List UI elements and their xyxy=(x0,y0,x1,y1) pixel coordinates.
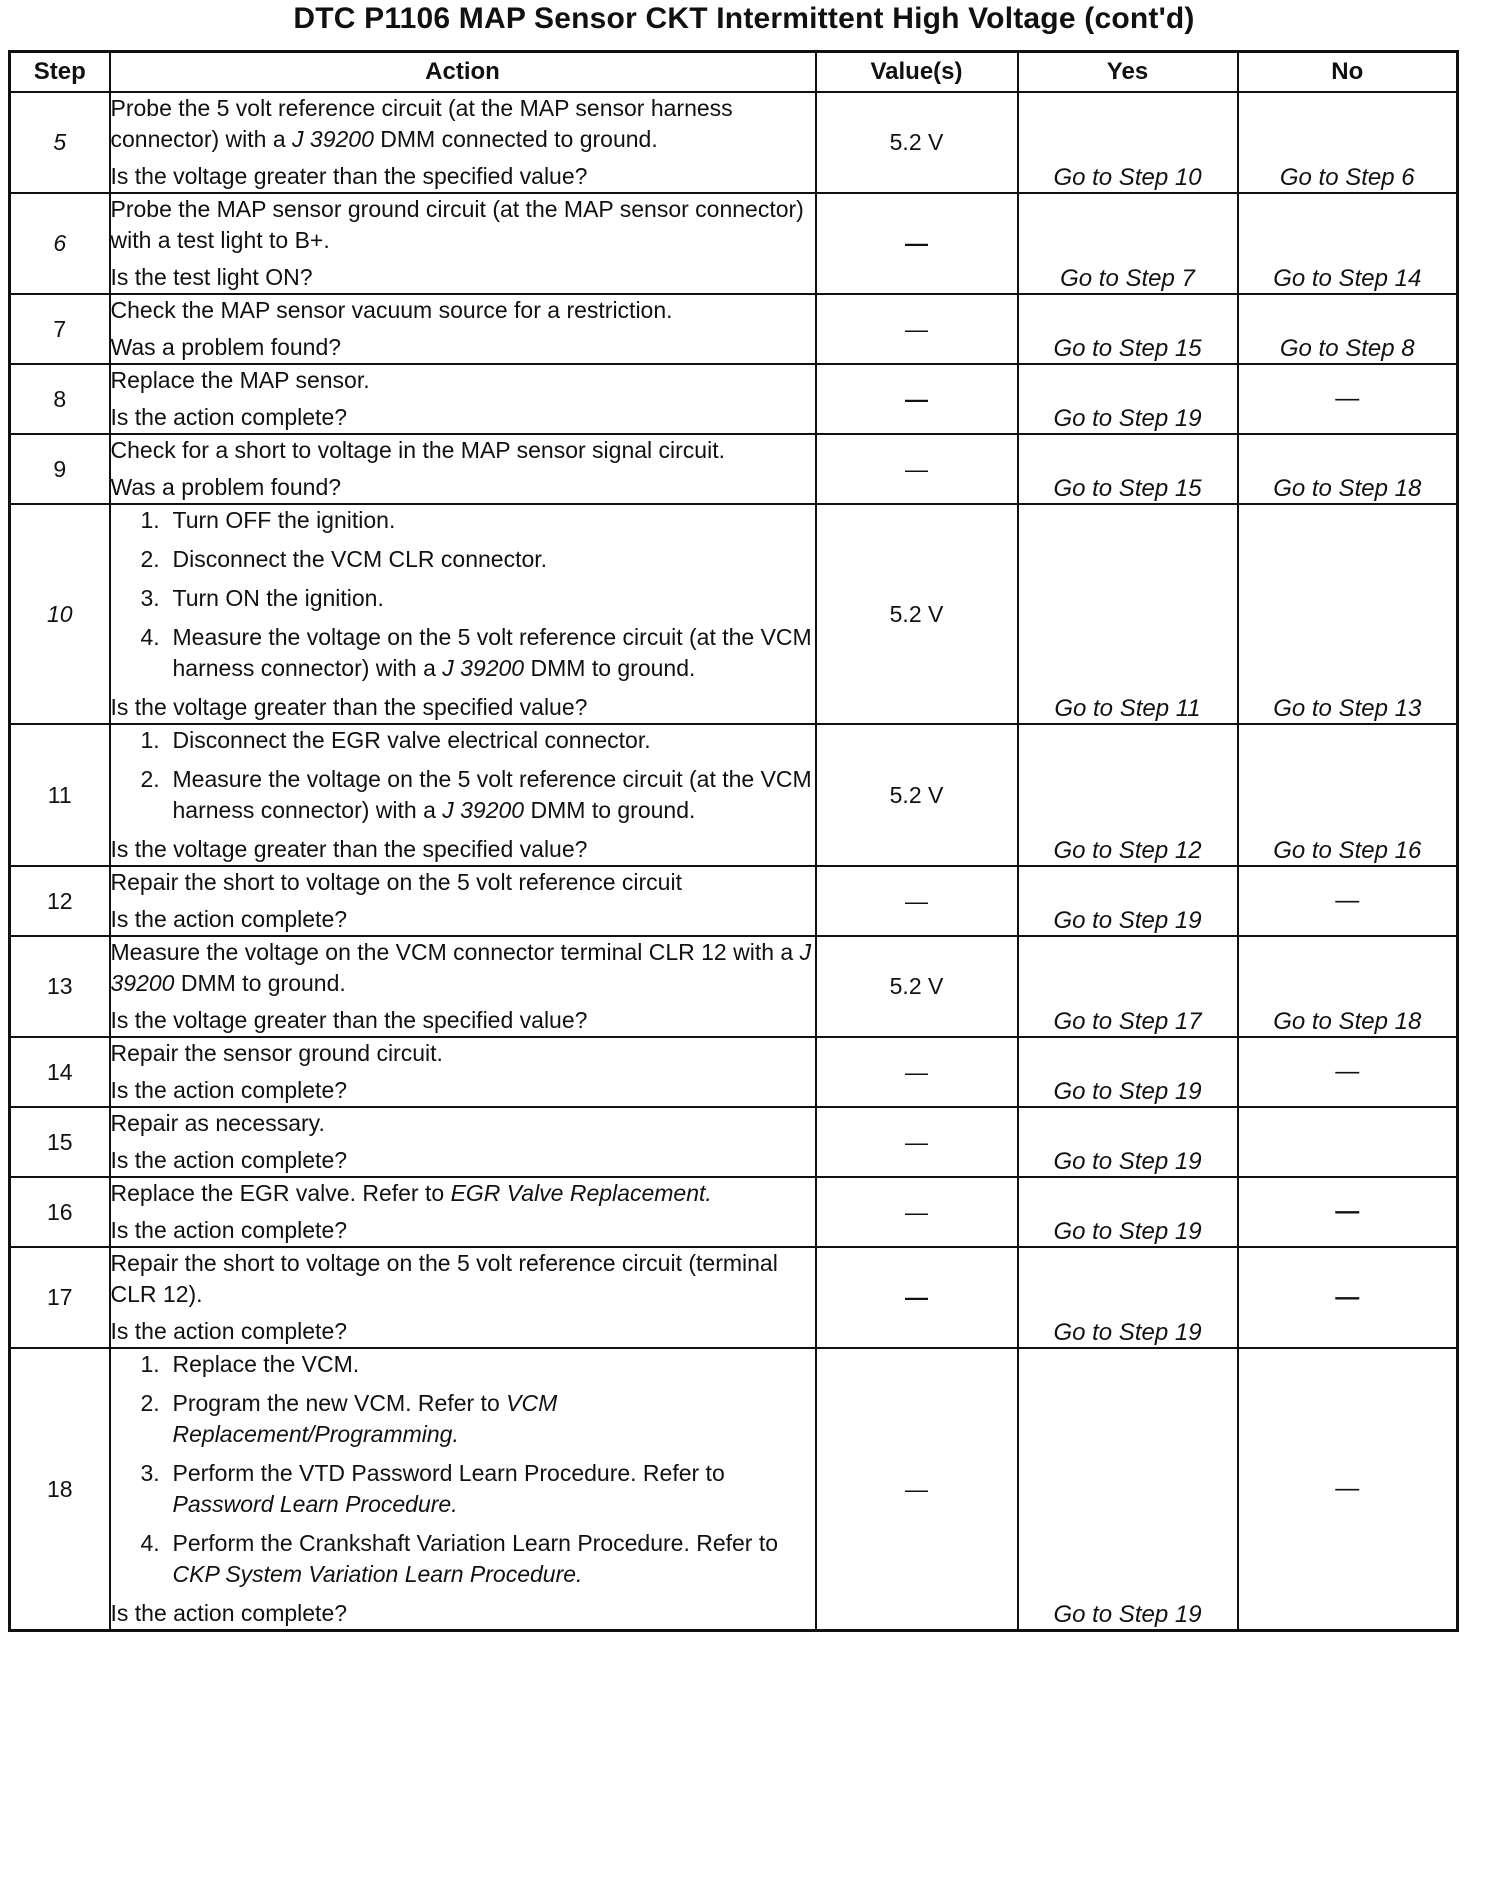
question-text: Is the test light ON? xyxy=(110,264,313,290)
question-text: Is the action complete? xyxy=(110,1318,348,1344)
question-text: Is the voltage greater than the specified value? xyxy=(110,163,588,189)
substep-number: 1. xyxy=(140,1351,160,1377)
header-no: No xyxy=(1238,52,1458,93)
yes-cell: Go to Step 19 xyxy=(1018,866,1238,936)
substep xyxy=(111,764,815,826)
substep-number: 1. xyxy=(140,507,160,533)
value-cell: — xyxy=(816,1247,1018,1348)
table-row xyxy=(10,364,1458,434)
substep xyxy=(111,622,815,684)
yes-cell: Go to Step 17 xyxy=(1018,936,1238,1037)
value-cell: 5.2 V xyxy=(816,936,1018,1037)
yes-cell: Go to Step 15 xyxy=(1018,434,1238,504)
action-cell xyxy=(110,724,816,866)
substep xyxy=(111,583,815,614)
yes-cell: Go to Step 19 xyxy=(1018,1348,1238,1631)
value-cell: — xyxy=(816,364,1018,434)
action-cell xyxy=(110,1348,816,1631)
yes-cell: Go to Step 10 xyxy=(1018,92,1238,193)
substep xyxy=(111,1528,815,1590)
header-values: Value(s) xyxy=(816,52,1018,93)
yes-cell: Go to Step 7 xyxy=(1018,193,1238,294)
substep-number: 2. xyxy=(140,766,160,792)
value-cell: — xyxy=(816,294,1018,364)
value-cell: — xyxy=(816,1107,1018,1177)
action-text: Probe the MAP sensor ground circuit (at the MAP sensor connector) with a test light to B+. xyxy=(110,196,804,253)
action-cell xyxy=(110,936,816,1037)
action-text: Check the MAP sensor vacuum source for a restriction. xyxy=(110,297,673,323)
table-row xyxy=(10,1177,1458,1247)
table-row xyxy=(10,1348,1458,1631)
value-cell: — xyxy=(816,1177,1018,1247)
action-cell xyxy=(110,504,816,724)
substep-number: 2. xyxy=(140,1390,160,1416)
value-cell: 5.2 V xyxy=(816,724,1018,866)
action-text: Check for a short to voltage in the MAP sensor signal circuit. xyxy=(110,437,725,463)
action-cell xyxy=(110,1037,816,1107)
action-text: Replace the EGR valve. Refer to xyxy=(110,1180,451,1206)
table-row xyxy=(10,1247,1458,1348)
step-number: 11 xyxy=(10,724,110,866)
substep-number: 2. xyxy=(140,546,160,572)
substep-text: Disconnect the VCM CLR connector. xyxy=(172,546,548,572)
no-cell: — xyxy=(1238,1348,1458,1631)
substep-number: 3. xyxy=(140,585,160,611)
substep xyxy=(111,1349,815,1380)
value-cell: — xyxy=(816,866,1018,936)
header-yes: Yes xyxy=(1018,52,1238,93)
value-cell: — xyxy=(816,193,1018,294)
step-number: 18 xyxy=(10,1348,110,1631)
step-number: 14 xyxy=(10,1037,110,1107)
table-row xyxy=(10,1107,1458,1177)
step-number: 12 xyxy=(10,866,110,936)
action-text: Repair the short to voltage on the 5 volt reference circuit (terminal CLR 12). xyxy=(110,1250,778,1307)
yes-cell: Go to Step 19 xyxy=(1018,1107,1238,1177)
reference-link: Password Learn Procedure. xyxy=(172,1491,458,1517)
question-text: Is the action complete? xyxy=(110,906,348,932)
no-cell: — xyxy=(1238,1177,1458,1247)
step-number: 16 xyxy=(10,1177,110,1247)
step-number: 9 xyxy=(10,434,110,504)
yes-cell: Go to Step 19 xyxy=(1018,364,1238,434)
yes-cell: Go to Step 15 xyxy=(1018,294,1238,364)
substep xyxy=(111,1458,815,1520)
reference-link: EGR Valve Replacement. xyxy=(450,1180,712,1206)
question-text: Was a problem found? xyxy=(110,474,342,500)
diagnostic-table xyxy=(8,50,1459,1632)
step-number: 7 xyxy=(10,294,110,364)
question-text: Is the action complete? xyxy=(110,1147,348,1173)
step-number: 5 xyxy=(10,92,110,193)
substep xyxy=(111,544,815,575)
no-cell: — xyxy=(1238,866,1458,936)
question-text: Is the action complete? xyxy=(110,1600,348,1626)
tool-name: J 39200 xyxy=(442,655,525,681)
question-text: Is the action complete? xyxy=(110,1077,348,1103)
action-cell xyxy=(110,92,816,193)
table-row xyxy=(10,504,1458,724)
substep-text: Disconnect the EGR valve electrical connector. xyxy=(172,727,651,753)
header-row xyxy=(10,52,1458,93)
value-cell: — xyxy=(816,434,1018,504)
substep-text: Program the new VCM. Refer to xyxy=(172,1390,507,1416)
no-cell: — xyxy=(1238,1247,1458,1348)
substep-text: Turn OFF the ignition. xyxy=(172,507,396,533)
action-text: Repair the short to voltage on the 5 volt reference circuit xyxy=(110,869,682,895)
tool-name: J 39200 xyxy=(292,126,374,152)
table-row xyxy=(10,724,1458,866)
substep-list xyxy=(111,725,815,826)
reference-link: VCM Replacement/Programming. xyxy=(172,1390,558,1447)
step-number: 6 xyxy=(10,193,110,294)
action-text: Measure the voltage on the VCM connector terminal CLR 12 with a xyxy=(110,939,800,965)
action-text: Replace the MAP sensor. xyxy=(110,367,370,393)
value-cell: — xyxy=(816,1037,1018,1107)
substep-number: 3. xyxy=(140,1460,160,1486)
yes-cell: Go to Step 19 xyxy=(1018,1247,1238,1348)
action-text: Probe the 5 volt reference circuit (at the MAP sensor harness connector) with a xyxy=(110,95,733,152)
substep-text: DMM to ground. xyxy=(524,797,696,823)
no-cell: Go to Step 16 xyxy=(1238,724,1458,866)
table-row xyxy=(10,92,1458,193)
action-cell xyxy=(110,294,816,364)
header-action: Action xyxy=(110,52,816,93)
substep-text: Perform the Crankshaft Variation Learn Procedure. Refer to xyxy=(172,1530,779,1556)
value-cell: — xyxy=(816,1348,1018,1631)
substep-number: 4. xyxy=(140,624,160,650)
no-cell: — xyxy=(1238,364,1458,434)
table-row xyxy=(10,193,1458,294)
action-cell xyxy=(110,866,816,936)
substep-text: Perform the VTD Password Learn Procedure. Refer to xyxy=(172,1460,725,1486)
substep-list xyxy=(111,1349,815,1590)
question-text: Is the voltage greater than the specified value? xyxy=(110,694,588,720)
step-number: 17 xyxy=(10,1247,110,1348)
substep-text: Measure the voltage on the 5 volt reference circuit (at the VCM harness connector) with a xyxy=(172,766,812,823)
reference-link: CKP System Variation Learn Procedure. xyxy=(172,1561,583,1587)
substep-list xyxy=(111,505,815,684)
table-row xyxy=(10,434,1458,504)
step-number: 15 xyxy=(10,1107,110,1177)
yes-cell: Go to Step 12 xyxy=(1018,724,1238,866)
no-cell: Go to Step 6 xyxy=(1238,92,1458,193)
value-cell: 5.2 V xyxy=(816,92,1018,193)
action-cell xyxy=(110,193,816,294)
table-row xyxy=(10,294,1458,364)
no-cell: Go to Step 18 xyxy=(1238,936,1458,1037)
action-cell xyxy=(110,364,816,434)
action-text: Repair as necessary. xyxy=(110,1110,325,1136)
tool-name: J 39200 xyxy=(442,797,525,823)
page-title: DTC P1106 MAP Sensor CKT Intermittent High Voltage (cont'd) xyxy=(293,2,1195,35)
tool-name: J 39200 xyxy=(110,939,812,996)
step-number: 10 xyxy=(10,504,110,724)
action-text: DMM to ground. xyxy=(174,970,346,996)
no-cell: — xyxy=(1238,1037,1458,1107)
substep-number: 4. xyxy=(140,1530,160,1556)
action-cell xyxy=(110,434,816,504)
substep xyxy=(111,505,815,536)
action-cell xyxy=(110,1247,816,1348)
substep-text: DMM to ground. xyxy=(524,655,696,681)
substep xyxy=(111,725,815,756)
table-row xyxy=(10,866,1458,936)
action-text: Repair the sensor ground circuit. xyxy=(110,1040,443,1066)
no-cell: Go to Step 13 xyxy=(1238,504,1458,724)
header-step: Step xyxy=(10,52,110,93)
no-cell xyxy=(1238,1107,1458,1177)
step-number: 8 xyxy=(10,364,110,434)
no-cell: Go to Step 18 xyxy=(1238,434,1458,504)
question-text: Is the voltage greater than the specified value? xyxy=(110,836,588,862)
substep xyxy=(111,1388,815,1450)
no-cell: Go to Step 14 xyxy=(1238,193,1458,294)
question-text: Is the action complete? xyxy=(110,404,348,430)
action-cell xyxy=(110,1107,816,1177)
action-cell xyxy=(110,1177,816,1247)
question-text: Is the voltage greater than the specified value? xyxy=(110,1007,588,1033)
table-row xyxy=(10,936,1458,1037)
action-text: DMM connected to ground. xyxy=(373,126,658,152)
substep-text: Replace the VCM. xyxy=(172,1351,360,1377)
yes-cell: Go to Step 19 xyxy=(1018,1177,1238,1247)
question-text: Was a problem found? xyxy=(110,334,342,360)
table-row xyxy=(10,1037,1458,1107)
substep-text: Measure the voltage on the 5 volt reference circuit (at the VCM harness connector) with a xyxy=(172,624,812,681)
yes-cell: Go to Step 19 xyxy=(1018,1037,1238,1107)
substep-text: Turn ON the ignition. xyxy=(172,585,384,611)
substep-number: 1. xyxy=(140,727,160,753)
yes-cell: Go to Step 11 xyxy=(1018,504,1238,724)
question-text: Is the action complete? xyxy=(110,1217,348,1243)
value-cell: 5.2 V xyxy=(816,504,1018,724)
step-number: 13 xyxy=(10,936,110,1037)
no-cell: Go to Step 8 xyxy=(1238,294,1458,364)
